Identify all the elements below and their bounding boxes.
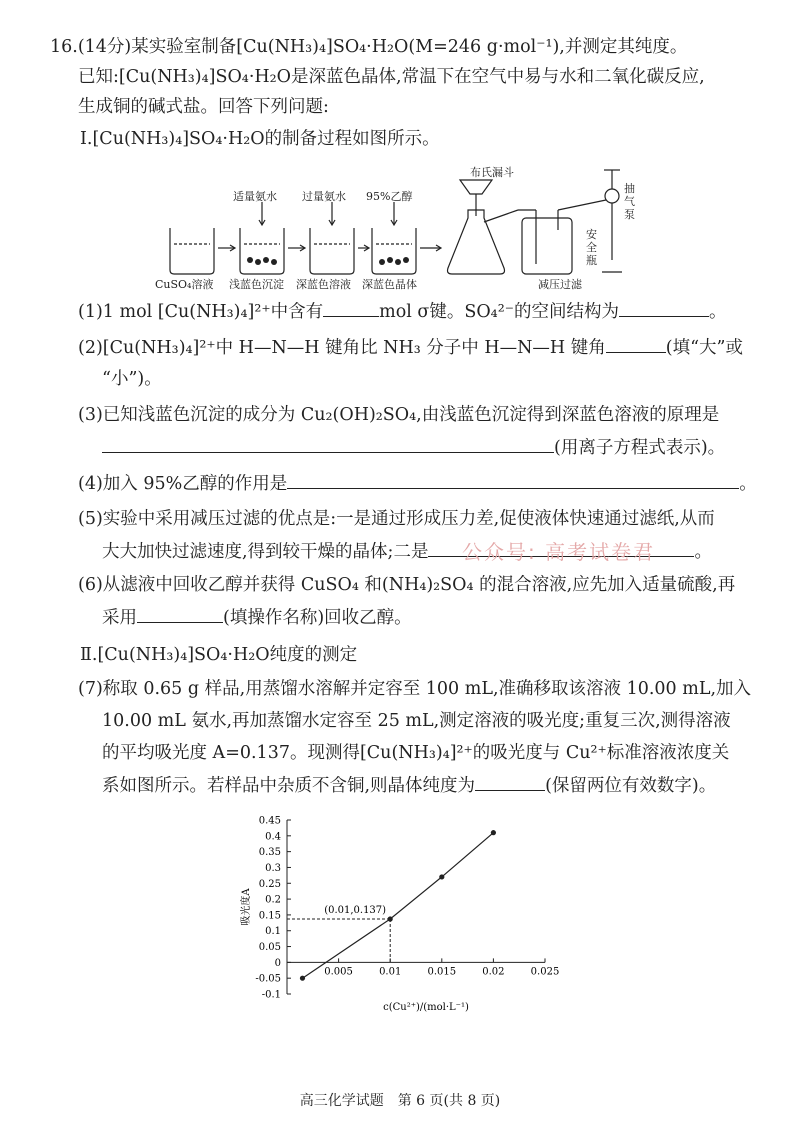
pump-label: 抽气泵 bbox=[624, 182, 635, 221]
reagent-label-2: 过量氨水 bbox=[302, 190, 346, 203]
question-7-line-3: 的平均吸光度 A=0.137。现测得[Cu(NH₃)₄]²⁺的吸光度与 Cu²⁺标准溶液浓度关 bbox=[102, 743, 730, 763]
q1-text-a: (1)1 mol [Cu(NH₃)₄]²⁺中含有 bbox=[78, 302, 324, 322]
question-1 bbox=[78, 300, 726, 323]
question-7-line-4 bbox=[102, 774, 716, 797]
question-2 bbox=[78, 336, 743, 359]
question-6: (6)从滤液中回收乙醇并获得 CuSO₄ 和(NH₄)₂SO₄ 的混合溶液,应先加入适量硫酸,再 bbox=[78, 575, 736, 595]
page-footer: 高三化学试题 第 6 页(共 8 页) bbox=[299, 1093, 501, 1109]
beaker-label-3: 深蓝色溶液 bbox=[296, 278, 351, 291]
y-tick-label-3: 0.3 bbox=[265, 862, 281, 874]
x-tick-label-0: 0.005 bbox=[324, 966, 353, 978]
x-axis-label: c(Cu²⁺)/(mol·L⁻¹) bbox=[383, 1002, 469, 1013]
q7-blank[interactable] bbox=[475, 774, 545, 791]
y-tick-label-2: 0.35 bbox=[258, 847, 281, 859]
question-7: (7)称取 0.65 g 样品,用蒸馏水溶解并定容至 100 mL,准确移取该溶液 10.00 mL,加入 bbox=[78, 679, 752, 699]
q7-text-e: (保留两位有效数字)。 bbox=[545, 776, 717, 796]
safety-bottle bbox=[522, 218, 572, 274]
part-1-heading: Ⅰ.[Cu(NH₃)₄]SO₄·H₂O的制备过程如图所示。 bbox=[80, 129, 440, 149]
q1-text-c: 。 bbox=[708, 302, 727, 322]
q6-text-c: (填操作名称)回收乙醇。 bbox=[223, 608, 412, 628]
y-tick-label-11: -0.1 bbox=[261, 989, 281, 1001]
q1-blank-1[interactable] bbox=[323, 300, 379, 317]
y-tick-label-0: 0.45 bbox=[258, 815, 281, 827]
question-7-line-2: 10.00 mL 氨水,再加蒸馏水定容至 25 mL,测定溶液的吸光度;重复三次,测得溶液 bbox=[102, 711, 731, 731]
q2-text-a: (2)[Cu(NH₃)₄]²⁺中 H—N—H 键角比 NH₃ 分子中 H—N—H 键角 bbox=[78, 338, 606, 358]
y-tick-label-4: 0.25 bbox=[258, 878, 281, 890]
q1-blank-2[interactable] bbox=[619, 300, 709, 317]
beaker-3 bbox=[310, 228, 354, 274]
safety-bottle-label: 安全瓶 bbox=[586, 228, 597, 267]
known-info-line: 已知:[Cu(NH₃)₄]SO₄·H₂O是深蓝色晶体,常温下在空气中易与水和二氧化碳反应, bbox=[78, 67, 705, 87]
beaker-label-2: 浅蓝色沉淀 bbox=[229, 278, 284, 291]
question-6-cont bbox=[102, 606, 412, 629]
absorbance-chart bbox=[220, 806, 580, 1016]
x-tick-label-2: 0.015 bbox=[427, 966, 457, 978]
y-tick-label-9: 0 bbox=[274, 957, 281, 969]
q6-blank[interactable] bbox=[137, 606, 223, 623]
q4-text-b: 。 bbox=[739, 474, 757, 494]
reagent-label-1: 适量氨水 bbox=[233, 190, 277, 203]
point-annotation: (0.01,0.137) bbox=[324, 905, 387, 917]
q5-text-c: 。 bbox=[694, 542, 712, 562]
beaker-label-1: CuSO₄溶液 bbox=[155, 278, 214, 291]
filter-label: 减压过滤 bbox=[538, 278, 582, 291]
q1-text-b: mol σ键。SO₄²⁻的空间结构为 bbox=[379, 302, 619, 322]
data-point-2 bbox=[439, 874, 444, 879]
q5-text-b: 大大加快过滤速度,得到较干燥的晶体;二是 bbox=[102, 542, 429, 562]
question-3-cont bbox=[102, 436, 725, 459]
y-tick-label-7: 0.1 bbox=[265, 926, 281, 938]
reagent-label-3: 95%乙醇 bbox=[366, 190, 413, 203]
q6-text-b: 采用 bbox=[102, 608, 137, 628]
q3-text-b: (用离子方程式表示)。 bbox=[554, 438, 726, 458]
q4-blank[interactable] bbox=[287, 472, 739, 489]
y-axis-label: 吸光度A bbox=[241, 888, 252, 926]
known-info-line-2: 生成铜的碱式盐。回答下列问题: bbox=[78, 97, 329, 117]
y-tick-label-6: 0.15 bbox=[258, 910, 281, 922]
q4-text-a: (4)加入 95%乙醇的作用是 bbox=[78, 474, 288, 494]
y-tick-label-8: 0.05 bbox=[258, 942, 281, 954]
suction-flask bbox=[448, 210, 505, 274]
question-4 bbox=[78, 472, 757, 495]
beaker-4 bbox=[372, 228, 416, 274]
y-tick-label-5: 0.2 bbox=[265, 894, 281, 906]
question-5: (5)实验中采用减压过滤的优点是:一是通过形成压力差,促使液体快速通过滤纸,从而 bbox=[78, 509, 715, 529]
q7-text-d: 系如图所示。若样品中杂质不含铜,则晶体纯度为 bbox=[102, 776, 476, 796]
vacuum-pump bbox=[605, 189, 619, 203]
part-2-heading: Ⅱ.[Cu(NH₃)₄]SO₄·H₂O纯度的测定 bbox=[80, 645, 358, 665]
x-tick-label-3: 0.02 bbox=[482, 966, 505, 978]
question-3: (3)已知浅蓝色沉淀的成分为 Cu₂(OH)₂SO₄,由浅蓝色沉淀得到深蓝色溶液的原理是 bbox=[78, 405, 720, 425]
x-tick-label-4: 0.025 bbox=[530, 966, 560, 978]
y-tick-label-10: -0.05 bbox=[255, 973, 281, 985]
data-point-1 bbox=[388, 916, 393, 921]
buchner-funnel bbox=[460, 180, 492, 194]
q2-text-b: (填“大”或 bbox=[665, 338, 743, 358]
funnel-label: 布氏漏斗 bbox=[470, 166, 514, 179]
question-2-cont: “小”)。 bbox=[102, 369, 162, 389]
data-point-3 bbox=[491, 830, 496, 835]
watermark: 公众号: 高考试卷君 bbox=[462, 540, 656, 564]
q2-blank[interactable] bbox=[606, 336, 666, 353]
beaker-label-4: 深蓝色晶体 bbox=[362, 278, 417, 291]
x-tick-label-1: 0.01 bbox=[379, 966, 402, 978]
y-tick-label-1: 0.4 bbox=[265, 831, 281, 843]
question-header: 16.(14分)某实验室制备[Cu(NH₃)₄]SO₄·H₂O(M=246 g·mol⁻¹),并测定其纯度。 bbox=[50, 37, 688, 57]
q3-blank[interactable] bbox=[102, 436, 554, 453]
beaker-2 bbox=[240, 228, 284, 274]
data-point-0 bbox=[300, 976, 305, 981]
beaker-1 bbox=[170, 228, 214, 274]
